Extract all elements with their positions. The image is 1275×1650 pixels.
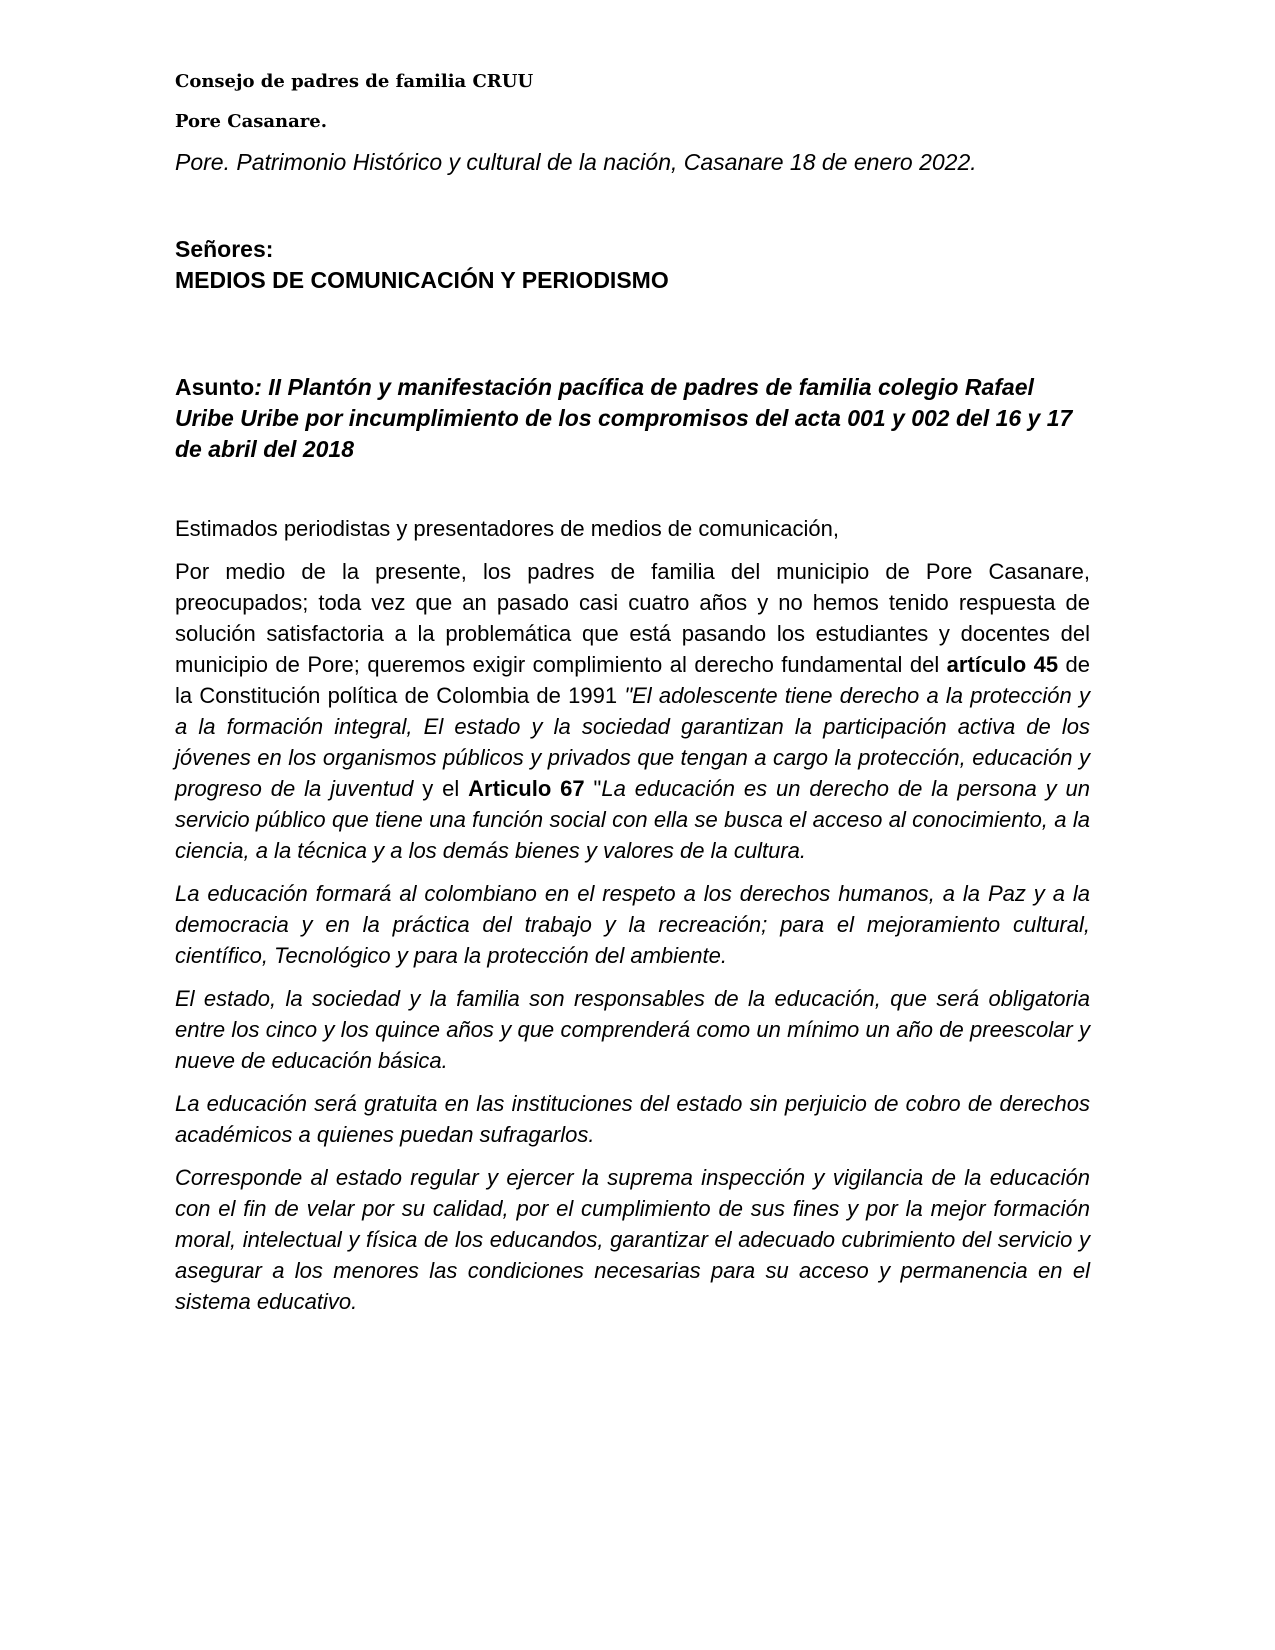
article-67-quote: La educación es un derecho de la persona y un servicio público que tiene una función social con ella se busca el acceso al conocimiento, a la ciencia, a la técnica y a los demás bienes y valores de la cultura. [175,776,1090,863]
quote-paragraph-3: El estado, la sociedad y la familia son responsables de la educación, que será obligatoria entre los cinco y los quince años y que comprenderá como un mínimo un año de preescolar y nueve de educación básica. [175,986,1090,1073]
letterhead-organization: Consejo de padres de familia CRUU [175,71,534,92]
quote-paragraph-2: La educación formará al colombiano en el respeto a los derechos humanos, a la Paz y a la democracia y en la práctica del trabajo y la recreación; para el mejoramiento cultural, científico, Tecnológico y para la protección del ambiente. [175,881,1090,968]
subject-line [175,372,1090,465]
article-45-quote: "El adolescente tiene derecho a la protección y a la formación integral, El estado y la sociedad garantizan la participación activa de los jóvenes en los organismos públicos y privados que tengan a cargo la protección, educación y progreso de la juventud [175,683,1091,801]
subject-label: Asunto [175,374,255,400]
body-text: " [584,776,602,801]
quote-paragraph-5: Corresponde al estado regular y ejercer la suprema inspección y vigilancia de la educación con el fin de velar por su calidad, por el cumplimiento de sus fines y por la mejor formación moral, intelectual y física de los educandos, garantizar el adecuado cubrimiento del servicio y asegurar a los menores las condiciones necesarias para su acceso y permanencia en el sistema educativo. [175,1165,1090,1314]
addressee-salutation: Señores: [175,236,274,262]
quote-paragraph-4: La educación será gratuita en las instituciones del estado sin perjuicio de cobro de derechos académicos a quienes puedan sufragarlos. [175,1091,1090,1147]
body-text: de la Constitución política de Colombia de 1991 [175,652,1090,708]
addressee-recipient: MEDIOS DE COMUNICACIÓN Y PERIODISMO [175,267,669,293]
letter-content [175,70,1090,1317]
body-text: Por medio de la presente, los padres de familia del municipio de Pore Casanare, preocupados; toda vez que an pasado casi cuatro años y no hemos tenido respuesta de solución satisfactoria a la problemática que está pasando los estudiantes y docentes del municipio de Pore; queremos exigir complimiento al derecho fundamental del [175,559,1090,677]
date-line: Pore. Patrimonio Histórico y cultural de la nación, Casanare 18 de enero 2022. [175,149,977,175]
article-45-reference: artículo 45 [946,652,1059,677]
greeting: Estimados periodistas y presentadores de medios de comunicación, [175,516,840,541]
article-67-reference: Articulo 67 [468,776,585,801]
letterhead-location: Pore Casanare. [175,111,327,132]
addressee-block [175,234,1090,296]
subject-text: : II Plantón y manifestación pacífica de padres de familia colegio Rafael Uribe Uribe por incumplimiento de los compromisos del acta 001 y 002 del 16 y 17 de abril del 2018 [175,374,1073,462]
body-paragraph-1 [175,556,1090,866]
body-text: y el [413,776,469,801]
